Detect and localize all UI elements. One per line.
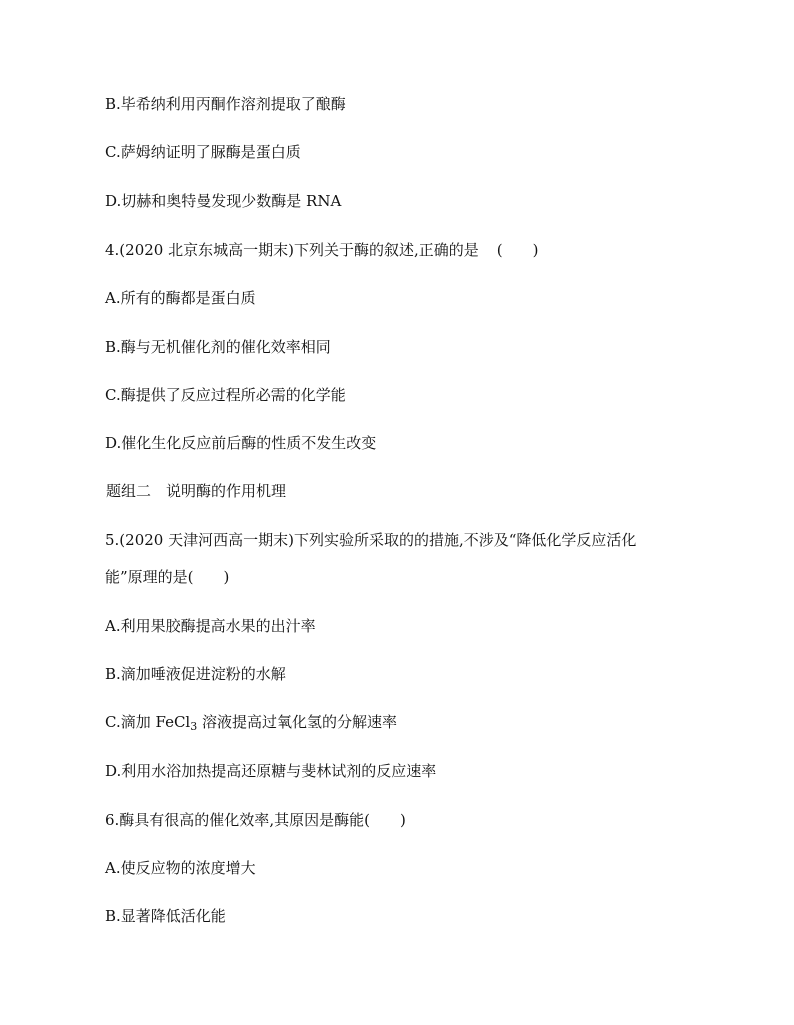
q4-option-b: B.酶与无机催化剂的催化效率相同 <box>105 338 331 356</box>
q5-option-b: B.滴加唾液促进淀粉的水解 <box>105 665 286 683</box>
q5-option-a: A.利用果胶酶提高水果的出汁率 <box>105 617 316 635</box>
q6-stem-text: 6.酶具有很高的催化效率,其原因是酶能( <box>105 811 370 829</box>
q3-option-b: B.毕希纳利用丙酮作溶剂提取了酿酶 <box>105 95 346 113</box>
q6-option-b: B.显著降低活化能 <box>105 907 226 925</box>
q4-option-d: D.催化生化反应前后酶的性质不发生改变 <box>105 434 377 452</box>
q4-paren-open: ( <box>496 241 503 259</box>
q6-paren-close: ) <box>399 811 406 829</box>
q4-stem <box>105 240 538 260</box>
section-title: 题组二 说明酶的作用机理 <box>106 482 287 500</box>
q4-option-c: C.酶提供了反应过程所必需的化学能 <box>105 386 346 404</box>
q5-option-c <box>105 712 397 737</box>
q5-option-d: D.利用水浴加热提高还原糖与斐林试剂的反应速率 <box>105 762 437 780</box>
q5-stem-line1: 5.(2020 天津河西高一期末)下列实验所采取的的措施,不涉及“降低化学反应活化 <box>105 531 637 549</box>
q4-stem-text: 4.(2020 北京东城高一期末)下列关于酶的叙述,正确的是 <box>105 241 479 259</box>
q5-stem-line2-text: 能”原理的是( <box>105 568 194 586</box>
q5-option-c-subscript: 3 <box>190 720 198 733</box>
q3-option-d: D.切赫和奥特曼发现少数酶是 RNA <box>105 192 342 210</box>
q4-option-a: A.所有的酶都是蛋白质 <box>105 289 256 307</box>
q4-paren-close: ) <box>532 241 539 259</box>
q5-option-c-prefix: C.滴加 FeCl <box>105 713 191 731</box>
q6-stem <box>105 810 406 830</box>
q5-option-c-suffix: 溶液提高过氧化氢的分解速率 <box>197 713 397 731</box>
q5-stem-line2 <box>105 567 229 587</box>
q6-option-a: A.使反应物的浓度增大 <box>105 859 256 877</box>
q5-paren-close: ) <box>223 568 230 586</box>
q3-option-c: C.萨姆纳证明了脲酶是蛋白质 <box>105 143 301 161</box>
